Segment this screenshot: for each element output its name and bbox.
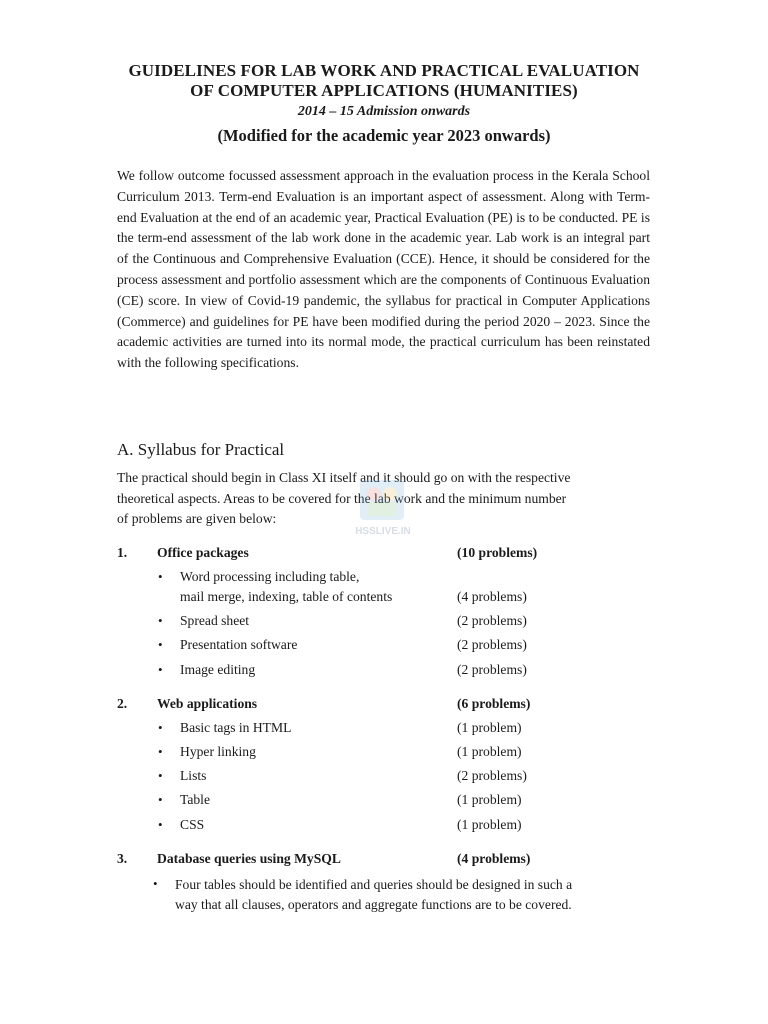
group-count: (6 problems)	[457, 696, 531, 711]
list-item-count: (2 problems)	[457, 613, 527, 628]
list-item-label: Word processing including table,	[180, 569, 360, 584]
list-item-count: (4 problems)	[457, 589, 527, 604]
group-count: (10 problems)	[457, 545, 538, 560]
group-title: Office packages	[157, 545, 249, 560]
intro-paragraph: We follow outcome focussed assessment approach in the evaluation process in the Kerala School Curriculum 2013. Term-end Evaluation is an important aspect of assessment. Along with Term-end Evaluation at the end of an academic year, Practical Evaluation (PE) is to be conducted. PE is the term-end assessment of the lab work done in the academic year. Lab work is an integral part of the Continuous and Comprehensive Evaluation (CCE). Hence, it should be considered for the process assessment and portfolio assessment which are the components of Continuous Evaluation (CE) score. In view of Covid-19 pandemic, the syllabus for practical in Computer Applications (Commerce) and guidelines for PE have been modified during the period 2020 – 2023. Since the academic activities are turned into its normal mode, the practical curriculum has been reinstated with the following specifications.	[117, 168, 650, 371]
bullet-icon: •	[158, 637, 163, 652]
group-number: 2.	[117, 696, 128, 711]
bullet-icon: •	[158, 662, 163, 677]
bullet-icon: •	[158, 768, 163, 783]
bullet-icon: •	[158, 720, 163, 735]
admission-subtitle: 2014 – 15 Admission onwards	[297, 104, 471, 119]
section-a-intro	[117, 468, 647, 530]
group-title: Database queries using MySQL	[157, 851, 341, 866]
list-item-count: (2 problems)	[457, 637, 527, 652]
list-item-label: Basic tags in HTML	[180, 720, 292, 735]
bullet-icon: •	[158, 569, 163, 584]
list-item-label: Image editing	[180, 662, 256, 677]
list-item-count: (1 problem)	[457, 817, 522, 832]
list-item-count: (1 problem)	[457, 720, 522, 735]
group-count: (4 problems)	[457, 851, 531, 866]
watermark-text: HSSLIVE.IN	[355, 526, 411, 537]
list-item-label: Hyper linking	[180, 744, 256, 759]
section-a-intro-line: of problems are given below:	[117, 511, 277, 526]
list-item-label: Presentation software	[180, 637, 298, 652]
list-item-label: Table	[180, 792, 210, 807]
list-item-count: (1 problem)	[457, 744, 522, 759]
bullet-icon: •	[158, 817, 163, 832]
section-a-intro-line: The practical should begin in Class XI itself and it should go on with the respective	[117, 470, 571, 485]
database-note-line: way that all clauses, operators and aggregate functions are to be covered.	[175, 897, 572, 912]
group-title: Web applications	[157, 696, 258, 711]
database-note-line: Four tables should be identified and queries should be designed in such a	[175, 877, 573, 892]
list-item-count: (2 problems)	[457, 662, 527, 677]
list-item-count: (2 problems)	[457, 768, 527, 783]
section-a-heading: A. Syllabus for Practical	[117, 440, 285, 459]
list-item-count: (1 problem)	[457, 792, 522, 807]
modified-subtitle: (Modified for the academic year 2023 onwards)	[217, 126, 551, 145]
list-item-label: mail merge, indexing, table of contents	[180, 589, 393, 604]
list-item-label: CSS	[180, 817, 205, 832]
group-number: 3.	[117, 851, 128, 866]
document-title-line-1: GUIDELINES FOR LAB WORK AND PRACTICAL EVALUATION	[128, 61, 640, 80]
group-number: 1.	[117, 545, 128, 560]
bullet-icon: •	[158, 744, 163, 759]
bullet-icon: •	[158, 792, 163, 807]
document-title-line-2: OF COMPUTER APPLICATIONS (HUMANITIES)	[190, 81, 578, 100]
list-item-label: Lists	[180, 768, 207, 783]
list-item-label: Spread sheet	[180, 613, 250, 628]
bullet-icon: •	[153, 876, 158, 891]
section-a-intro-line: theoretical aspects. Areas to be covered for the lab work and the minimum number	[117, 490, 567, 506]
database-note	[175, 875, 651, 915]
bullet-icon: •	[158, 613, 163, 628]
